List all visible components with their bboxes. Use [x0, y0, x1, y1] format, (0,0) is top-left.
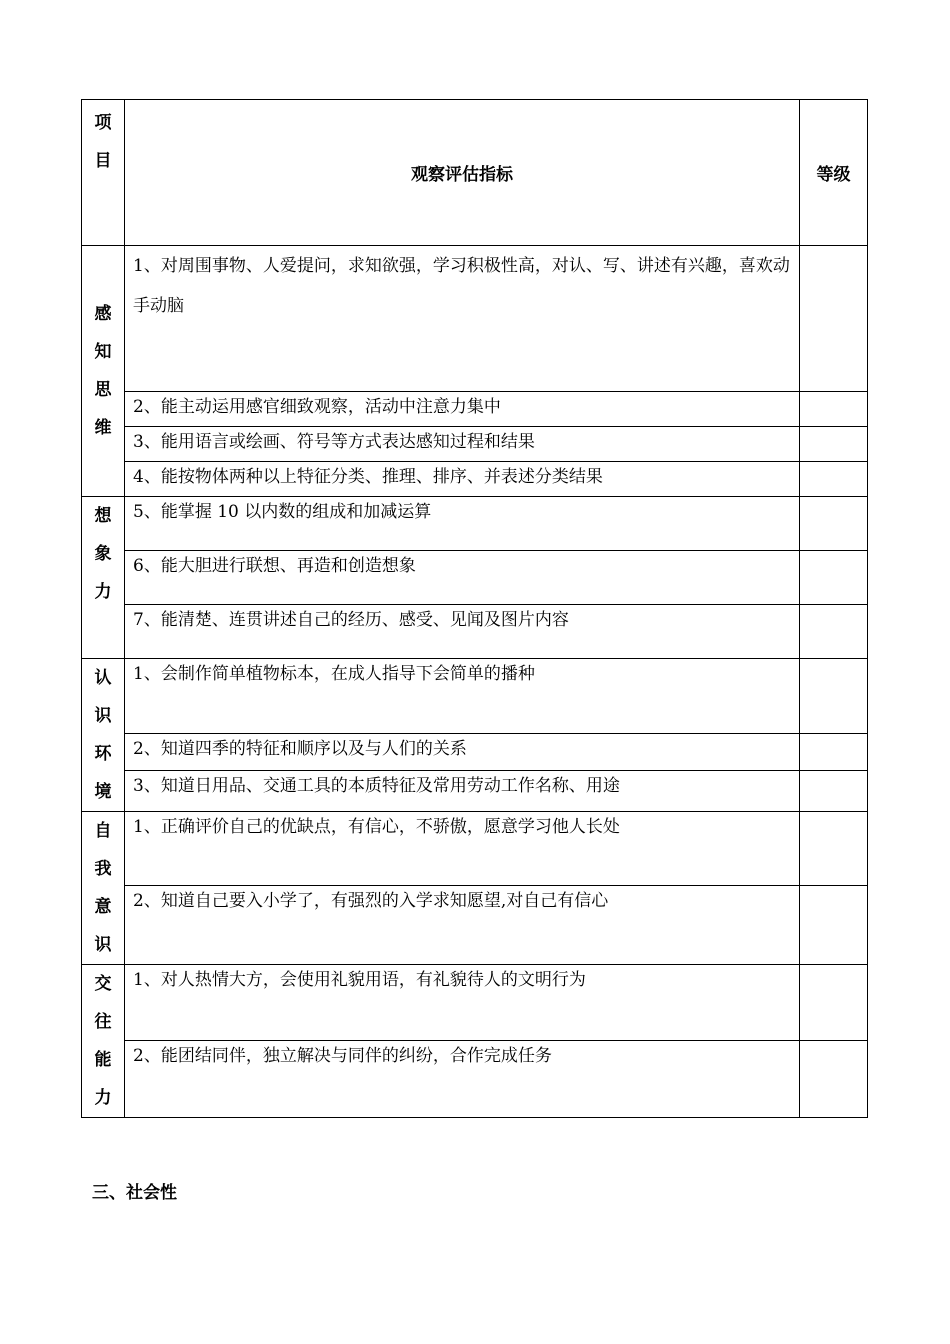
- category-char: 力: [94, 582, 112, 602]
- table-row: [82, 770, 868, 811]
- grade-cell[interactable]: [800, 965, 868, 1041]
- category-char: 交: [94, 974, 112, 994]
- category-char: 自: [94, 821, 112, 841]
- indicator-text: 3、知道日用品、交通工具的本质特征及常用劳动工作名称、用途: [133, 775, 620, 796]
- indicator-cell: [125, 659, 800, 734]
- table-row: [82, 659, 868, 734]
- grade-cell[interactable]: [800, 734, 868, 770]
- category-char: 能: [94, 1050, 112, 1070]
- indicator-cell: [125, 605, 800, 659]
- category-char: 往: [94, 1012, 112, 1032]
- header-category-char: 项: [94, 113, 112, 133]
- table-row: [82, 734, 868, 770]
- table-row: [82, 462, 868, 497]
- grade-cell[interactable]: [800, 462, 868, 497]
- category-char: 识: [94, 706, 112, 726]
- category-char: 力: [94, 1088, 112, 1108]
- grade-cell[interactable]: [800, 246, 868, 392]
- indicator-cell: [125, 392, 800, 427]
- category-cell: [82, 812, 125, 965]
- indicator-text: 2、知道自己要入小学了，有强烈的入学求知愿望,对自己有信心: [133, 890, 609, 911]
- category-char: 环: [94, 744, 112, 764]
- grade-cell[interactable]: [800, 551, 868, 605]
- table-row: [82, 246, 868, 392]
- indicator-cell: [125, 551, 800, 605]
- header-indicator: 观察评估指标: [125, 100, 800, 246]
- indicator-cell: [125, 497, 800, 551]
- indicator-text: 1、会制作简单植物标本，在成人指导下会简单的播种: [133, 664, 535, 684]
- indicator-text: 5、能掌握 10 以内数的组成和加减运算: [133, 502, 432, 522]
- category-char: 我: [94, 859, 112, 879]
- indicator-text: 1、正确评价自己的优缺点，有信心，不骄傲，愿意学习他人长处: [133, 817, 620, 837]
- indicator-text: 7、能清楚、连贯讲述自己的经历、感受、见闻及图片内容: [133, 610, 569, 630]
- grade-cell[interactable]: [800, 497, 868, 551]
- table-row: [82, 551, 868, 605]
- grade-cell[interactable]: [800, 885, 868, 964]
- header-category-char: 目: [94, 151, 112, 171]
- evaluation-table: [81, 99, 868, 1118]
- indicator-cell: [125, 427, 800, 462]
- table-row: [82, 812, 868, 886]
- table-row: [82, 497, 868, 551]
- indicator-text: 4、能按物体两种以上特征分类、推理、排序、并表述分类结果: [133, 467, 603, 487]
- category-cell: [82, 497, 125, 659]
- grade-cell[interactable]: [800, 1040, 868, 1117]
- indicator-cell: [125, 734, 800, 770]
- grade-cell[interactable]: [800, 392, 868, 427]
- category-char: 知: [94, 342, 112, 362]
- category-cell: [82, 246, 125, 497]
- category-char: 境: [94, 782, 112, 802]
- header-grade: 等级: [800, 100, 868, 246]
- category-char: 象: [94, 544, 112, 564]
- indicator-cell: [125, 462, 800, 497]
- table-row: [82, 427, 868, 462]
- table-row: [82, 1040, 868, 1117]
- indicator-cell: [125, 885, 800, 964]
- table-row: [82, 605, 868, 659]
- grade-cell[interactable]: [800, 770, 868, 811]
- indicator-text: 2、能主动运用感官细致观察，活动中注意力集中: [133, 397, 501, 417]
- indicator-cell: [125, 770, 800, 811]
- header-category: [82, 100, 125, 246]
- category-cell: [82, 659, 125, 812]
- indicator-text: 2、知道四季的特征和顺序以及与人们的关系: [133, 739, 467, 760]
- indicator-text: 3、能用语言或绘画、符号等方式表达感知过程和结果: [133, 432, 535, 452]
- category-char: 思: [94, 380, 112, 400]
- category-char: 认: [94, 668, 112, 688]
- category-cell: [82, 965, 125, 1118]
- indicator-cell: [125, 812, 800, 886]
- category-char: 识: [94, 935, 112, 955]
- indicator-text: 6、能大胆进行联想、再造和创造想象: [133, 556, 416, 576]
- grade-cell[interactable]: [800, 659, 868, 734]
- category-char: 感: [94, 304, 112, 324]
- indicator-text: 2、能团结同伴，独立解决与同伴的纠纷，合作完成任务: [133, 1045, 552, 1066]
- indicator-text: 1、对人热情大方，会使用礼貌用语，有礼貌待人的文明行为: [133, 970, 586, 990]
- grade-cell[interactable]: [800, 605, 868, 659]
- grade-cell[interactable]: [800, 427, 868, 462]
- indicator-cell: [125, 1040, 800, 1117]
- table-row: [82, 965, 868, 1041]
- category-char: 维: [94, 418, 112, 438]
- grade-cell[interactable]: [800, 812, 868, 886]
- indicator-cell: 1、对周围事物、人爱提问，求知欲强，学习积极性高，对认、写、讲述有兴趣，喜欢动手动脑: [125, 246, 800, 392]
- category-char: 意: [94, 897, 112, 917]
- category-char: 想: [94, 506, 112, 526]
- section-heading: 三、社会性: [92, 1183, 177, 1203]
- table-row: [82, 885, 868, 964]
- header-row: [82, 100, 868, 246]
- indicator-cell: [125, 965, 800, 1041]
- table-row: [82, 392, 868, 427]
